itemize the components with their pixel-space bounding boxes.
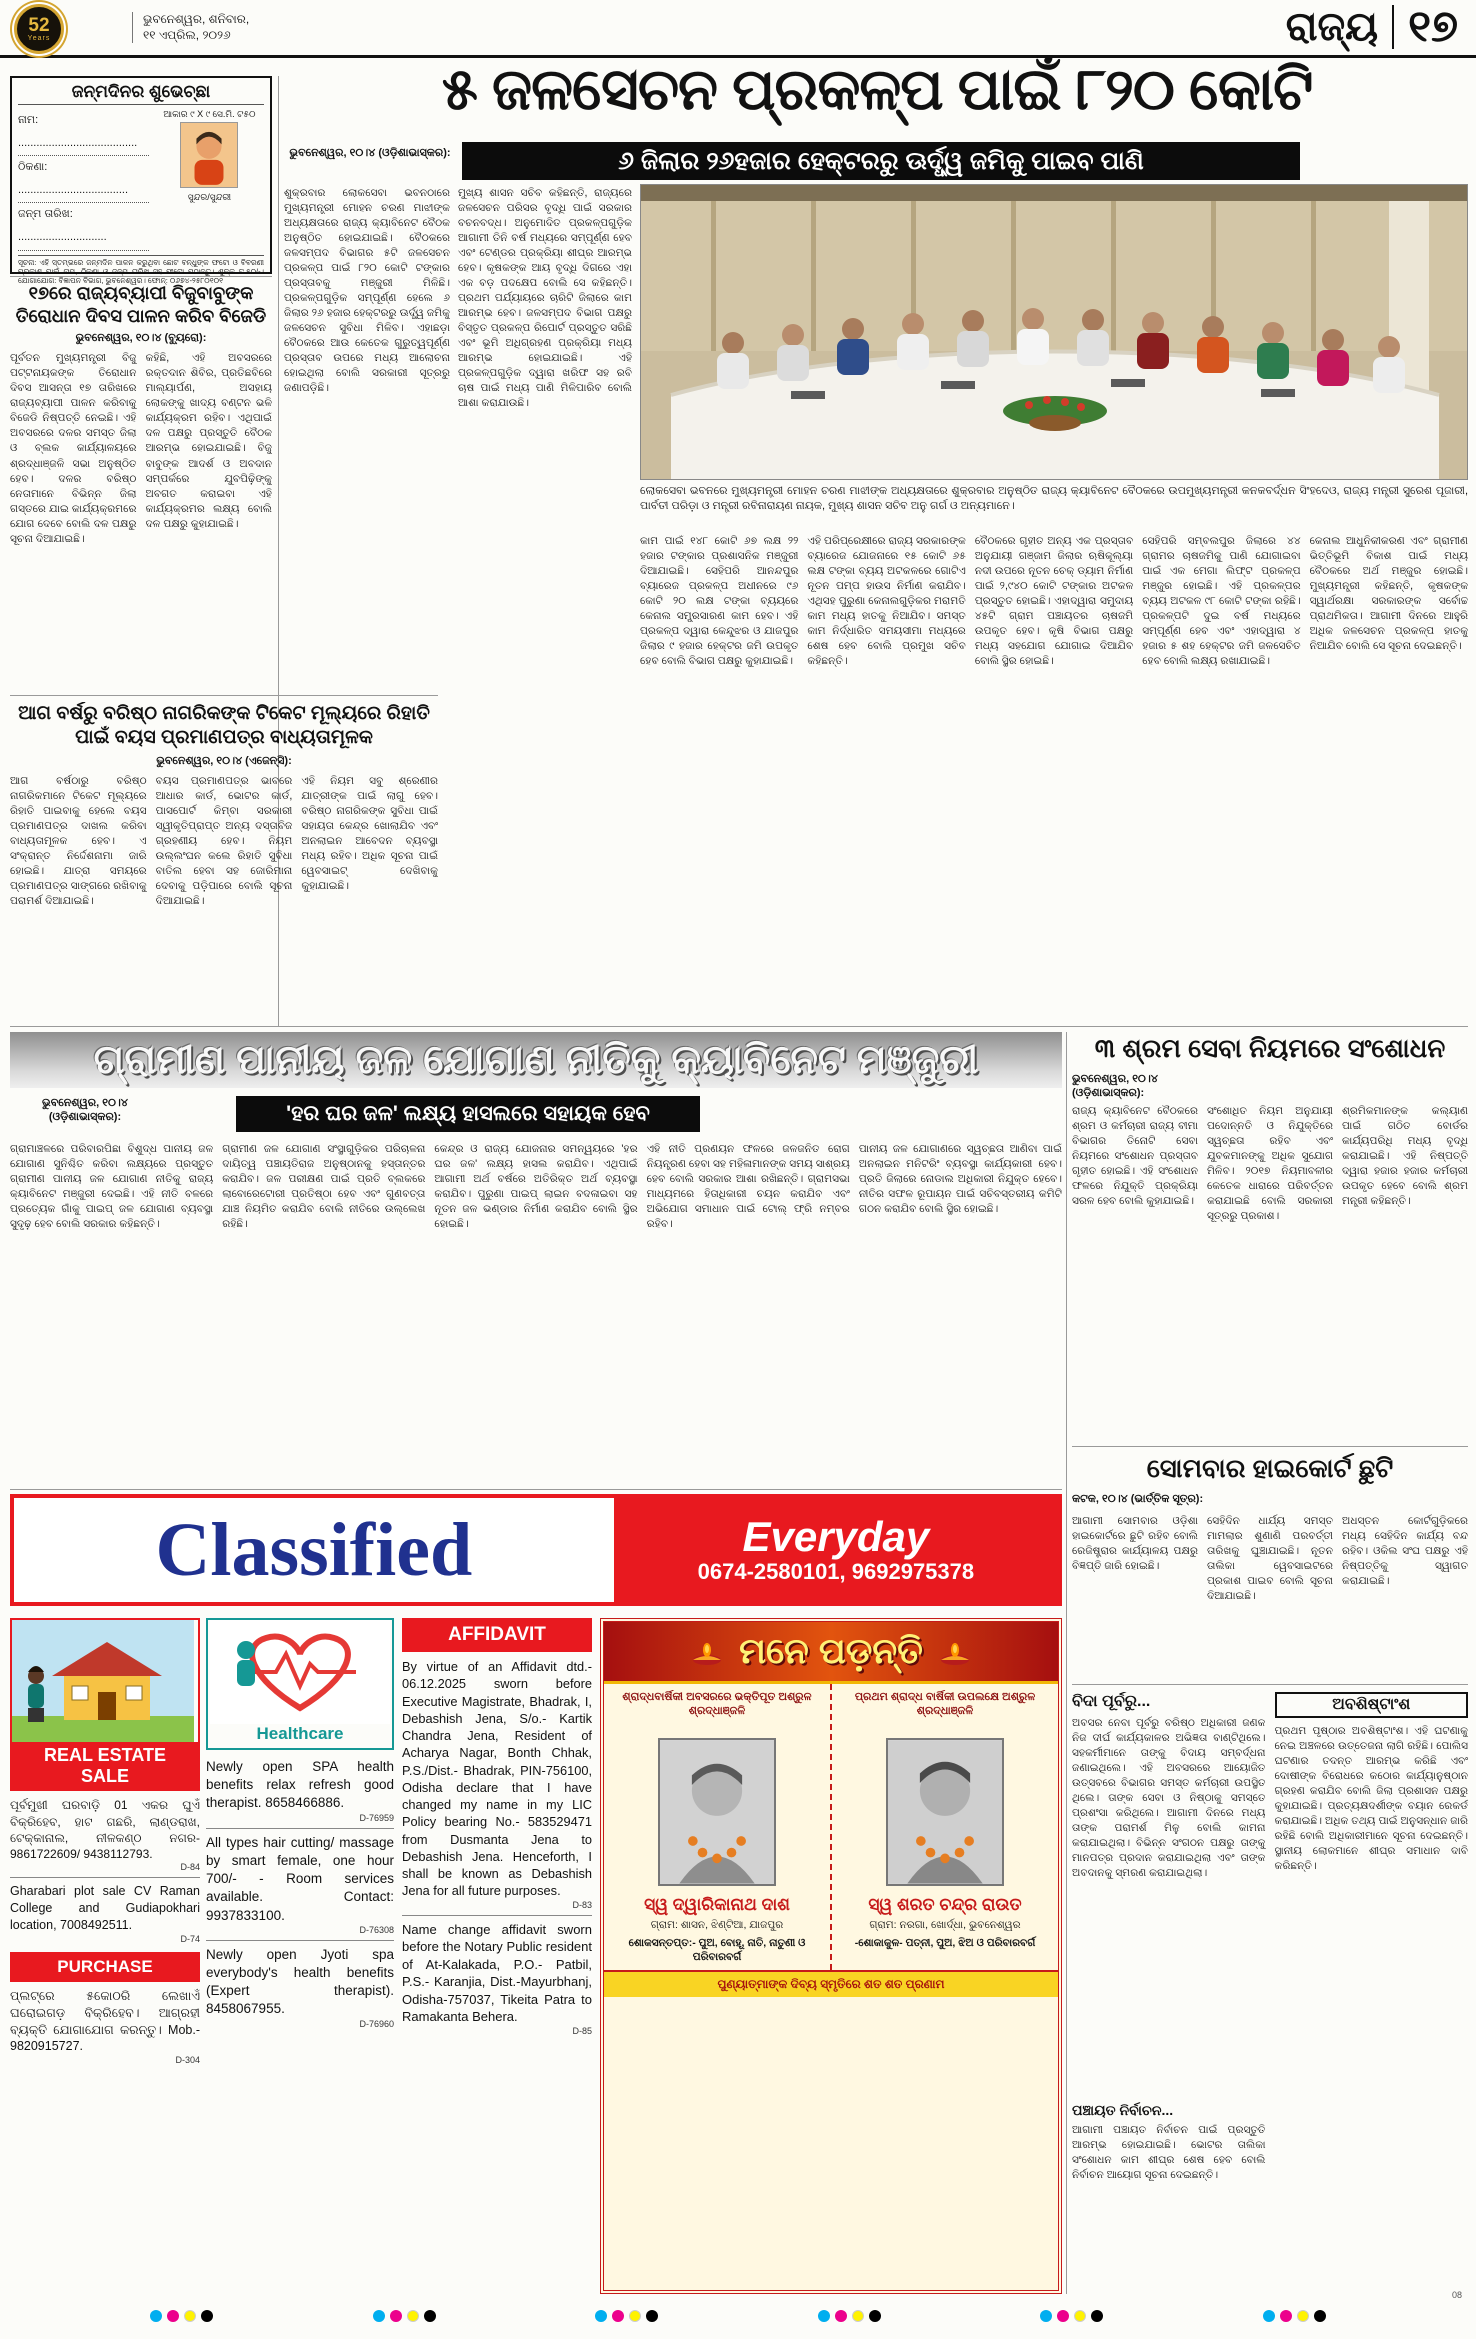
birthday-size-note: ଆକାର ୯ X ୯ ସେ.ମି. ଟ୫୦ xyxy=(163,109,256,119)
senior-dateline: ଭୁବନେଶ୍ୱର, ୧୦।୪ (ଏଜେନ୍ସି): xyxy=(156,754,292,767)
namechange-text: Name change affidavit sworn before the Notary Public resident of At-Kalakada, P.O.- Patbil, P.S.- Karanjia, Dist.-Mayurbhanj, Odisha-757037, Tikeita Patra to Ramakanta Behera. xyxy=(402,1921,592,2025)
memorial-left-entry xyxy=(604,1684,832,1970)
birthday-field-address: ଠିକଣା: .................................... xyxy=(18,156,149,203)
birthday-form-fields xyxy=(18,109,149,251)
lead-body-col-4: ଏହି ପରିପ୍ରେକ୍ଷୀରେ ରାଜ୍ୟ ସରକାରଙ୍କ ବ୍ୟାରେଜ ଯୋଜନାରେ ୧୫ କୋଟି ୬୫ ଲକ୍ଷ ଟଙ୍କା ବ୍ୟୟ ଅଟକଳରେ ଗୋଟିଏ ନୂତନ ପମ୍ପ ହାଉସ ନିର୍ମାଣ କରାଯିବ। ଏଥିସହ ପୁରୁଣା କେନାଲଗୁଡ଼ିକର ମରାମତି କାମ ମଧ୍ୟ ହାତକୁ ନିଆଯିବ। ସମସ୍ତ କାମ ନିର୍ଦ୍ଧାରିତ ସମୟସୀମା ମଧ୍ୟରେ ଶେଷ ହେବ ବୋଲି ପ୍ରମୁଖ ସଚିବ କହିଛନ୍ତି। xyxy=(807,535,966,668)
lead-body-col-5: ବୈଠକରେ ଗୃହୀତ ଅନ୍ୟ ଏକ ପ୍ରସ୍ତାବ ଅନୁଯାୟୀ ଗଞ୍ଜାମ ଜିଲାର ଋଷିକୂଲ୍ୟା ନଦୀ ଉପରେ ନୂତନ ଚେକ୍ ଡ୍ୟାମ ନିର୍ମାଣ ପାଇଁ ୨,୯୪୦ କୋଟି ଟଙ୍କାର ଅଟକଳ ପ୍ରସ୍ତୁତ ହୋଇଛି। ଏହାଦ୍ୱାରା ସମୁଦାୟ ୪୫ଟି ଗ୍ରାମ ପଞ୍ଚାୟତର ଚାଷଜମି ଉପକୃତ ହେବ। କୃଷି ବିଭାଗ ପକ୍ଷରୁ ମଧ୍ୟ ସହଯୋଗ ଯୋଗାଇ ଦିଆଯିବ ବୋଲି ସ୍ଥିର ହୋଇଛି। xyxy=(974,535,1134,668)
memorial-right-portrait xyxy=(886,1738,1004,1886)
memorial-left-occasion: ଶ୍ରାଦ୍ଧବାର୍ଷିକୀ ଅବସରରେ ଭକ୍ତିପୂତ ଅଶ୍ରୁଳ ଶ୍ରଦ୍ଧାଞ୍ଜଳି xyxy=(622,1691,812,1718)
rule-above-senior xyxy=(10,695,438,696)
labour-body-col-2: ସଂଶୋଧିତ ନିୟମ ଅନୁଯାୟୀ ପଦୋନ୍ନତି ଓ ନିଯୁକ୍ତିରେ ସ୍ୱଚ୍ଛତା ରହିବ ଏବଂ ଯୁବକମାନଙ୍କୁ ଅଧିକ ସୁଯୋଗ ମିଳିବ। ୨୦୧୭ ନିୟମାବଳୀର କେତେକ ଧାରାରେ ପରିବର୍ତ୍ତନ କରାଯାଇଛି ବୋଲି ସରକାରୀ ସୂତ୍ରରୁ ପ୍ରକାଶ। xyxy=(1207,1105,1333,1223)
memorial-right-details: ଗ୍ରାମ: ନରଗା, ଖୋର୍ଦ୍ଧା, ଭୁବନେଶ୍ୱର xyxy=(869,1919,1021,1931)
classified-phones: 0674-2580101, 9692975378 xyxy=(697,1559,975,1585)
birthday-field-name: ନାମ: ....................................... xyxy=(18,109,149,156)
senior-body-col-2: ବୟସ ପ୍ରମାଣପତ୍ର ଭାବରେ ଆଧାର କାର୍ଡ, ଭୋଟର କାର୍ଡ, ପାସପୋର୍ଟ କିମ୍ବା ସରକାରୀ ସ୍ୱୀକୃତିପ୍ରାପ୍ତ ଅନ୍ୟ ଦସ୍ତାବିଜ ଗ୍ରହଣୀୟ ହେବ। ନିୟମ ଉଲ୍ଲଂଘନ କଲେ ରିହାତି ସୁବିଧା ବାତିଲ ହେବା ସହ ଜୋରିମାନା ଦେବାକୁ ପଡ଼ିପାରେ ବୋଲି ସୂଚନା ଦିଆଯାଇଛି। xyxy=(155,774,293,908)
rule-above-highcourt xyxy=(1072,1446,1468,1447)
ad-separator xyxy=(206,1828,394,1829)
bjd-dateline: ଭୁବନେଶ୍ୱର, ୧୦।୪ (ବ୍ୟୁରୋ): xyxy=(75,332,207,344)
ad-separator xyxy=(10,1877,200,1878)
rule-above-classified xyxy=(10,1489,1062,1490)
lead-dateline: ଭୁବନେଶ୍ୱର, ୧୦।୪ (ଓଡ଼ିଶାଭାସ୍କର): xyxy=(289,147,451,159)
registration-dot-group xyxy=(150,2310,213,2322)
masthead xyxy=(0,0,1476,58)
memorial-right-name: ସ୍ୱ ଶରତ ଚନ୍ଦ୍ର ରାଉତ xyxy=(868,1895,1022,1914)
senior-headline: ଆଗ ବର୍ଷରୁ ବରିଷ୍ଠ ନାଗରିକଙ୍କ ଟିକେଟ ମୂଲ୍ୟରେ ରିହାତି ପାଇଁ ବୟସ ପ୍ରମାଣପତ୍ର ବାଧ୍ୟତାମୂଳକ xyxy=(18,703,430,748)
spa-ad-2: All types hair cutting/ massage by smart female, one hour 700/- - Room services available. Contact: 9937833100. xyxy=(206,1834,394,1923)
highcourt-body-columns xyxy=(1072,1514,1468,1674)
highcourt-body-col-1: ଆଗାମୀ ସୋମବାର ଓଡ଼ିଶା ହାଇକୋର୍ଟରେ ଛୁଟି ରହିବ ବୋଲି ରେଜିଷ୍ଟ୍ରାର କାର୍ଯ୍ୟାଳୟ ପକ୍ଷରୁ ବିଜ୍ଞପ୍ତି ଜାରି ହୋଇଛି। xyxy=(1072,1515,1198,1573)
memorial-right-mourners: -ଶୋକାକୁଳ- ପତ୍ନୀ, ପୁଅ, ଝିଅ ଓ ପରିବାରବର୍ଗ xyxy=(854,1937,1036,1950)
highcourt-body-col-3: ଅଧସ୍ତନ କୋର୍ଟଗୁଡ଼ିକରେ ମଧ୍ୟ ସେହିଦିନ କାର୍ଯ୍ୟ ବନ୍ଦ ରହିବ। ଓକିଲ ସଂଘ ପକ୍ଷରୁ ଏହି ନିଷ୍ପତ୍ତିକୁ ସ୍ୱାଗତ କରାଯାଇଛି। xyxy=(1342,1515,1468,1588)
spa-ad-1-id: D-76959 xyxy=(359,1812,394,1823)
memorial-right-occasion: ପ୍ରଥମ ଶ୍ରାଦ୍ଧ ବାର୍ଷିକୀ ଉପଲକ୍ଷେ ଅଶ୍ରୁଳ ଶ୍ରଦ୍ଧାଞ୍ଜଳି xyxy=(854,1691,1036,1718)
cabinet-headline-strip xyxy=(10,1032,1062,1088)
memorial-footer: ପୁଣ୍ୟାତ୍ମାଙ୍କ ଦିବ୍ୟ ସ୍ମୃତିରେ ଶତ ଶତ ପ୍ରଣାମ xyxy=(604,1970,1058,1997)
masthead-section xyxy=(1286,2,1458,52)
lead-body-col-3: କାମ ପାଇଁ ୧୪୮ କୋଟି ୬୭ ଲକ୍ଷ ୨୨ ହଜାର ଟଙ୍କାର ପ୍ରଶାସନିକ ମଞ୍ଜୁରୀ ଦିଆଯାଇଛି। ସେହିପରି ଆନନ୍ଦପୁର ବ୍ୟାରେଜ ପ୍ରକଳ୍ପ ଅଧୀନରେ ୯୬ କୋଟି ୨୦ ଲକ୍ଷ ଟଙ୍କା ବ୍ୟୟରେ କେନାଲ ସମ୍ପ୍ରସାରଣ କାମ ହେବ। ଏହି ପ୍ରକଳ୍ପ ଦ୍ୱାରା କେନ୍ଦୁଝର ଓ ଯାଜପୁର ଜିଲାର ୯ ହଜାର ହେକ୍ଟର ଜମି ଉପକୃତ ହେବ ବୋଲି ବିଭାଗ ପକ୍ଷରୁ କୁହାଯାଇଛି। xyxy=(640,535,799,668)
labour-body-col-3: ଶ୍ରମିକମାନଙ୍କ କଲ୍ୟାଣ ପାଇଁ ଗଠିତ ବୋର୍ଡର କାର୍ଯ୍ୟପରିଧି ମଧ୍ୟ ବୃଦ୍ଧି କରାଯାଇଛି। ଏହି ନିଷ୍ପତ୍ତି ଦ୍ୱାରା ହଜାର ହଜାର କର୍ମଚାରୀ ଉପକୃତ ହେବେ ବୋଲି ଶ୍ରମ ମନ୍ତ୍ରୀ କହିଛନ୍ତି। xyxy=(1342,1105,1468,1208)
memorial-left-name: ସ୍ୱ ଦ୍ୱାରିକାନାଥ ଦାଶ xyxy=(644,1895,790,1914)
labour-body-columns xyxy=(1072,1104,1468,1434)
bjd-body-col-2: କହିଛି, ଏହି ଅବସରରେ ରକ୍ତଦାନ ଶିବିର, ପ୍ରତିଛବିରେ ମାଲ୍ୟାର୍ପଣ, ଅସହାୟ ଲୋକଙ୍କୁ ଖାଦ୍ୟ ବଣ୍ଟନ ଭଳି କାର୍ଯ୍ୟକ୍ରମ ରହିବ। ଏଥିପାଇଁ ଦଳ ପକ୍ଷରୁ ପ୍ରସ୍ତୁତି ବୈଠକ ଆରମ୍ଭ ହୋଇଯାଇଛି। ବିଜୁ ବାବୁଙ୍କ ଆଦର୍ଶ ଓ ଅବଦାନ ସମ୍ପର୍କରେ ଯୁବପିଢ଼ିଙ୍କୁ ଅବଗତ କରାଇବା ଏହି କାର୍ଯ୍ୟକ୍ରମର ଲକ୍ଷ୍ୟ ବୋଲି ଦଳ ପକ୍ଷରୁ କୁହାଯାଇଛି। xyxy=(145,352,272,530)
section-title: ରାଜ୍ୟ xyxy=(1285,4,1379,49)
cabinet-subhead-bar: 'ହର ଘର ଜଳ' ଲକ୍ଷ୍ୟ ହାସଲରେ ସହାୟକ ହେବ xyxy=(236,1096,700,1132)
ad-separator xyxy=(402,1915,592,1916)
registration-dot-group xyxy=(818,2310,881,2322)
real-estate-header-line2: SALE xyxy=(80,1765,129,1786)
real-estate-header-line1: REAL ESTATE xyxy=(43,1745,166,1765)
cabinet-meeting-illustration xyxy=(641,185,1468,480)
bjd-body-col-1: ପୂର୍ବତନ ମୁଖ୍ୟମନ୍ତ୍ରୀ ବିଜୁ ପଟ୍ଟନାୟକଙ୍କ ତିରୋଧାନ ଦିବସ ଆସନ୍ତା ୧୭ ତାରିଖରେ ରାଜ୍ୟବ୍ୟାପୀ ପାଳନ କରିବାକୁ ବିଜେଡି ନିଷ୍ପତ୍ତି ନେଇଛି। ଏହି ଅବସରରେ ଦଳର ସମସ୍ତ ଜିଲା ଓ ବ୍ଲକ କାର୍ଯ୍ୟାଳୟରେ ଶ୍ରଦ୍ଧାଞ୍ଜଳି ସଭା ଅନୁଷ୍ଠିତ ହେବ। ଦଳର ବରିଷ୍ଠ ନେତାମାନେ ବିଭିନ୍ନ ଜିଲା ଗସ୍ତରେ ଯାଇ କାର୍ଯ୍ୟକ୍ରମରେ ଯୋଗ ଦେବେ ବୋଲି ଦଳ ପକ୍ଷରୁ ସୂଚନା ଦିଆଯାଇଛି। xyxy=(10,352,137,545)
senior-article xyxy=(10,702,438,1024)
anniversary-logo xyxy=(14,4,64,54)
highcourt-headline: ସୋମବାର ହାଇକୋର୍ଟ ଛୁଟି xyxy=(1146,1453,1394,1483)
masthead-date-line1: ଭୁବନେଶ୍ୱର, ଶନିବାର, xyxy=(143,12,250,26)
birthday-terms: ସୂଚନା: ଏହି ସ୍ତମ୍ଭରେ ଜନ୍ମଦିନ ପାଳନ କରୁଥିବା ଛୋଟ ବନ୍ଧୁଙ୍କ ଫଟୋ ଓ ବିବରଣୀ ପ୍ରକାଶ ପାଇଁ ନାମ, ଠିକଣା ଓ ଜନ୍ମ ତାରିଖ ସହ ଫଟୋ ପଠାନ୍ତୁ। ଶୁଳ୍କ ଟ.୫୦/-। ଯୋଗାଯୋଗ: ବିଜ୍ଞାପନ ବିଭାଗ, ଭୁବନେଶ୍ୱର। ଫୋନ୍: ୦୬୭୪-୨୫୮୦୧୦୧ xyxy=(18,255,264,307)
namechange-id: D-85 xyxy=(572,2026,592,2036)
senior-body-col-1: ଆଗ ବର୍ଷଠାରୁ ବରିଷ୍ଠ ନାଗରିକମାନେ ଟିକେଟ ମୂଲ୍ୟରେ ରିହାତି ପାଇବାକୁ ହେଲେ ବୟସ ପ୍ରମାଣପତ୍ର ଦାଖଲ କରିବା ବାଧ୍ୟତାମୂଳକ ହେବ। ଏ ସଂକ୍ରାନ୍ତ ନିର୍ଦ୍ଦେଶନାମା ଜାରି ହୋଇଛି। ଯାତ୍ରା ସମୟରେ ପ୍ରମାଣପତ୍ର ସାଙ୍ଗରେ ରଖିବାକୁ ପରାମର୍ଶ ଦିଆଯାଇଛି। xyxy=(10,774,147,908)
spa-ad-1: Newly open SPA health benefits relax refresh good therapist. 8658466886. xyxy=(206,1759,394,1811)
real-estate-ad-2: Gharabari plot sale CV Raman College and Gudiapokhari location, 7008492511. xyxy=(10,1884,200,1932)
lead-body-col-2: ମୁଖ୍ୟ ଶାସନ ସଚିବ କହିଛନ୍ତି, ରାଜ୍ୟରେ ଜଳସେଚନ ପରିସର ବୃଦ୍ଧି ପାଇଁ ସରକାର ବଚନବଦ୍ଧ। ଅନୁମୋଦିତ ପ୍ରକଳ୍ପଗୁଡ଼ିକ ଆଗାମୀ ତିନି ବର୍ଷ ମଧ୍ୟରେ ସମ୍ପୂର୍ଣ୍ଣ ହେବ ଏବଂ ଟେଣ୍ଡର ପ୍ରକ୍ରିୟା ଶୀଘ୍ର ଆରମ୍ଭ ହେବ। କୃଷକଙ୍କ ଆୟ ବୃଦ୍ଧି ଦିଗରେ ଏହା ଏକ ବଡ଼ ପଦକ୍ଷେପ ବୋଲି ସେ କହିଛନ୍ତି। ପ୍ରଥମ ପର୍ଯ୍ୟାୟରେ ଚାରିଟି ଜିଲାରେ କାମ ଆରମ୍ଭ ହେବ। ଜଳସମ୍ପଦ ବିଭାଗ ପକ୍ଷରୁ ବିସ୍ତୃତ ପ୍ରକଳ୍ପ ରିପୋର୍ଟ ପ୍ରସ୍ତୁତ ସରିଛି ଏବଂ ଭୂମି ଅଧିଗ୍ରହଣ ପ୍ରକ୍ରିୟା ମଧ୍ୟ ଆରମ୍ଭ ହୋଇଯାଇଛି। ଏହି ପ୍ରକଳ୍ପଗୁଡ଼ିକ ଦ୍ୱାରା ଖରିଫ ସହ ରବି ଚାଷ ପାଇଁ ମଧ୍ୟ ପାଣି ମିଳିପାରିବ ବୋଲି ଆଶା କରାଯାଉଛି। xyxy=(458,187,632,410)
cabinet-body-col-5: ପାନୀୟ ଜଳ ଯୋଗାଣରେ ସ୍ୱଚ୍ଛତା ଆଣିବା ପାଇଁ ଅନଲାଇନ ମନିଟରିଂ ବ୍ୟବସ୍ଥା କାର୍ଯ୍ୟକାରୀ ହେବ। ପ୍ରତି ଜିଲାରେ ନୋଡାଲ ଅଧିକାରୀ ନିଯୁକ୍ତ ହେବେ। ନୀତିର ସଫଳ ରୂପାୟନ ପାଇଁ ସଚିବସ୍ତରୀୟ କମିଟି ଗଠନ କରାଯିବ ବୋଲି ସ୍ଥିର ହୋଇଛି। xyxy=(858,1143,1062,1216)
memorial-right-entry xyxy=(832,1684,1058,1970)
column-rule-right xyxy=(1066,1032,1067,2294)
labour-headline: ୩ ଶ୍ରମ ସେବା ନିୟମରେ ସଂଶୋଧନ xyxy=(1094,1033,1446,1063)
rule-mid-page xyxy=(10,1026,1468,1027)
cabinet-body-columns xyxy=(10,1142,1062,1482)
registration-dot-group xyxy=(373,2310,436,2322)
healthcare-label: Healthcare xyxy=(256,1724,344,1743)
cabinet-meeting-photo xyxy=(640,184,1468,480)
masthead-dateline xyxy=(132,12,249,43)
spa-ad-2-id: D-76308 xyxy=(359,1924,394,1935)
classified-col-health xyxy=(206,1618,394,2294)
classified-banner xyxy=(10,1494,1062,1606)
farewell-remainder-region xyxy=(1072,1692,1468,2292)
memorial-left-mourners: ଶୋକସନ୍ତପ୍ତ:- ପୁଅ, ବୋହୂ, ନାତି, ନାତୁଣୀ ଓ ପରିବାରବର୍ଗ xyxy=(628,1937,806,1963)
classified-brand: Classified xyxy=(155,1507,473,1592)
purchase-header: PURCHASE xyxy=(10,1952,200,1982)
farewell-title: ବିଦା ପୂର୍ବରୁ... xyxy=(1072,1693,1151,1710)
lead-body-col-1: ଶୁକ୍ରବାର ଲୋକସେବା ଭବନଠାରେ ମୁଖ୍ୟମନ୍ତ୍ରୀ ମୋହନ ଚରଣ ମାଝୀଙ୍କ ଅଧ୍ୟକ୍ଷତାରେ ରାଜ୍ୟ କ୍ୟାବିନେଟ ବୈଠକ ଅନୁଷ୍ଠିତ ହୋଇଯାଇଛି। ବୈଠକରେ ଜଳସମ୍ପଦ ବିଭାଗର ୫ଟି ଜଳସେଚନ ପ୍ରକଳ୍ପ ପାଇଁ ୮୨୦ କୋଟି ଟଙ୍କାର ପ୍ରସ୍ତାବକୁ ମଞ୍ଜୁରୀ ମିଳିଛି। ପ୍ରକଳ୍ପଗୁଡ଼ିକ ସମ୍ପୂର୍ଣ୍ଣ ହେଲେ ୬ ଜିଲାର ୨୬ ହଜାର ହେକ୍ଟରରୁ ଊର୍ଦ୍ଧ୍ୱ ଜମିକୁ ଜଳସେଚନ ସୁବିଧା ମିଳିବ। ଏହାଛଡ଼ା ବୈଠକରେ ଆଉ କେତେକ ଗୁରୁତ୍ୱପୂର୍ଣ୍ଣ ପ୍ରସ୍ତାବ ଉପରେ ମଧ୍ୟ ଆଲୋଚନା ହୋଇଥିଲା ବୋଲି ସରକାରୀ ସୂତ୍ରରୁ ଜଣାପଡ଼ିଛି। xyxy=(284,187,450,395)
farewell-body: ଅବସର ନେବା ପୂର୍ବରୁ ବରିଷ୍ଠ ଅଧିକାରୀ ଜଣକ ନିଜ ଦୀର୍ଘ କାର୍ଯ୍ୟକାଳର ଅଭିଜ୍ଞତା ବାଣ୍ଟିଥିଲେ। ସହକର୍ମୀମାନେ ତାଙ୍କୁ ବିଦାୟ ସମ୍ବର୍ଦ୍ଧନା ଜଣାଇଥିଲେ। ଏହି ଅବସରରେ ଆୟୋଜିତ ଉତ୍ସବରେ ବିଭାଗର ସମସ୍ତ କର୍ମଚାରୀ ଉପସ୍ଥିତ ଥିଲେ। ତାଙ୍କ ସେବା ଓ ନିଷ୍ଠାକୁ ସମସ୍ତେ ପ୍ରଶଂସା କରିଥିଲେ। ଆଗାମୀ ଦିନରେ ମଧ୍ୟ ତାଙ୍କ ପରାମର୍ଶ ମିଳୁ ବୋଲି କାମନା କରାଯାଇଥିଲା। ବିଭିନ୍ନ ସଂଗଠନ ପକ୍ଷରୁ ତାଙ୍କୁ ମାନପତ୍ର ପ୍ରଦାନ କରାଯାଇଥିଲା ଏବଂ ତାଙ୍କ ଅବଦାନକୁ ସ୍ମରଣ କରାଯାଇଥିଲା। xyxy=(1072,1717,1266,1880)
rule-above-farewell xyxy=(1072,1684,1468,1685)
birthday-photo-caption: ସୁନ୍ଦର/ସୁନ୍ଦରୀ xyxy=(187,192,232,202)
cabinet-headline: ଗ୍ରାମୀଣ ପାନୀୟ ଜଳ ଯୋଗାଣ ନୀତିକୁ କ୍ୟାବିନେଟ ମଞ୍ଜୁରୀ xyxy=(93,1037,979,1082)
classified-tagline: Everyday xyxy=(742,1512,930,1560)
bjd-headline: ୧୭ରେ ରାଜ୍ୟବ୍ୟାପୀ ବିଜୁବାବୁଙ୍କ ତିରୋଧାନ ଦିବସ ପାଳନ କରିବ ବିଜେଡି xyxy=(15,283,267,326)
print-registration-marks xyxy=(0,2306,1476,2326)
cabinet-body-col-1: ଗ୍ରାମାଞ୍ଚଳରେ ପରିବାରପିଛା ବିଶୁଦ୍ଧ ପାନୀୟ ଜଳ ଯୋଗାଣ ସୁନିଶ୍ଚିତ କରିବା ଲକ୍ଷ୍ୟରେ ପ୍ରସ୍ତୁତ ଗ୍ରାମୀଣ ପାନୀୟ ଜଳ ଯୋଗାଣ ନୀତିକୁ ରାଜ୍ୟ କ୍ୟାବିନେଟ ମଞ୍ଜୁରୀ ଦେଇଛି। ଏହି ନୀତି ବଳରେ ପ୍ରତ୍ୟେକ ଗାଁକୁ ପାଇପ୍ ଜଳ ଯୋଗାଣ ବ୍ୟବସ୍ଥା ସୁଦୃଢ଼ ହେବ ବୋଲି ସରକାର କହିଛନ୍ତି। xyxy=(10,1143,214,1231)
real-estate-illustration xyxy=(12,1620,194,1742)
memorial-ad xyxy=(600,1618,1062,2294)
masthead-date-line2: ୧୧ ଏପ୍ରିଲ, ୨୦୨୬ xyxy=(143,27,231,42)
highcourt-dateline: କଟକ, ୧୦।୪ (ଭାର୍ତ୍ତିକ ସୂତ୍ର): xyxy=(1072,1493,1204,1505)
lead-body-col-6: ସେହିପରି ସମ୍ବଲପୁର ଜିଲାରେ ୪୪ ଗ୍ରାମର ଚାଷଜମିକୁ ପାଣି ଯୋଗାଇବା ପାଇଁ ଏକ ମେଗା ଲିଫ୍ଟ ପ୍ରକଳ୍ପ ମଞ୍ଜୁର ହୋଇଛି। ଏହି ପ୍ରକଳ୍ପର ବ୍ୟୟ ଅଟକଳ ୯୮ କୋଟି ଟଙ୍କା ରହିଛି। ପ୍ରକଳ୍ପଟି ଦୁଇ ବର୍ଷ ମଧ୍ୟରେ ସମ୍ପୂର୍ଣ୍ଣ ହେବ ଏବଂ ଏହାଦ୍ୱାରା ୪ ହଜାର ୫ ଶହ ହେକ୍ଟର ଜମି ଜଳସେଚିତ ହେବ ବୋଲି ଲକ୍ଷ୍ୟ ରଖାଯାଇଛି। xyxy=(1142,535,1301,668)
lead-body-col-7: କେନାଲ ଆଧୁନିକୀକରଣ ଏବଂ ଗ୍ରାମୀଣ ଭିତ୍ତିଭୂମି ବିକାଶ ପାଇଁ ମଧ୍ୟ ବୈଠକରେ ଅର୍ଥ ମଞ୍ଜୁର ହୋଇଛି। ମୁଖ୍ୟମନ୍ତ୍ରୀ କହିଛନ୍ତି, କୃଷକଙ୍କ ସ୍ୱାର୍ଥରକ୍ଷା ସରକାରଙ୍କ ସର୍ବୋଚ୍ଚ ପ୍ରାଥମିକତା। ଆଗାମୀ ଦିନରେ ଆହୁରି ଅଧିକ ଜଳସେଚନ ପ୍ରକଳ୍ପ ହାତକୁ ନିଆଯିବ ବୋଲି ସେ ସୂଚନା ଦେଇଛନ୍ତି। xyxy=(1309,535,1468,653)
lead-subhead-bar: ୬ ଜିଲାର ୨୬ହଜାର ହେକ୍ଟରରୁ ଊର୍ଦ୍ଧ୍ୱ ଜମିକୁ ପାଇବ ପାଣି xyxy=(462,142,1300,180)
memorial-banner xyxy=(604,1622,1058,1684)
ad-separator xyxy=(206,1940,394,1941)
logo-number: 52 xyxy=(28,15,50,36)
real-estate-ad-2-id: D-74 xyxy=(180,1933,200,1944)
panchayat-subtitle: ପଞ୍ଚାୟତ ନିର୍ବାଚନ... xyxy=(1072,2102,1174,2118)
purchase-ad: ପ୍ଲଟ୍‌ରେ ୫କୋଠରି ଲେଖାଏଁ ଘରୋଇଗଡ଼ ବିକ୍ରିହେବ। ଆଗ୍ରହୀ ବ୍ୟକ୍ତି ଯୋଗାଯୋଗ କରନ୍ତୁ। Mob.- 9820915727. xyxy=(10,1988,200,2054)
real-estate-ad-1: ପୂର୍ବମୁଖୀ ଘରବାଡ଼ି 01 ଏକର ଘୁଏଁ ବିକ୍ରିହେବ, ହାଟ ଗଛରି, ଲାଣ୍ଡରାଖ, ଟେକ୍କାନାଲ, ନୀଳକଣ୍ଠ ନଗର- 9861722609/ 9438112793. xyxy=(10,1798,200,1861)
cabinet-body-col-2: ଗ୍ରାମୀଣ ଜଳ ଯୋଗାଣ ସଂସ୍ଥାଗୁଡ଼ିକର ପରିଚାଳନା ଦାୟିତ୍ୱ ପଞ୍ଚାୟତିରାଜ ଅନୁଷ୍ଠାନକୁ ହସ୍ତାନ୍ତର କରାଯିବ। ଜଳ ପରୀକ୍ଷଣ ପାଇଁ ପ୍ରତି ବ୍ଲକରେ ଲାବୋରେଟୋରୀ ପ୍ରତିଷ୍ଠା ହେବ ଏବଂ ଗୁଣବତ୍ତା ଯାଞ୍ଚ ନିୟମିତ କରାଯିବ ବୋଲି ନୀତିରେ ଉଲ୍ଲେଖ ରହିଛି। xyxy=(222,1143,426,1231)
labour-dateline: ଭୁବନେଶ୍ୱର, ୧୦।୪ (ଓଡ଼ିଶାଭାସ୍କର): xyxy=(1072,1073,1158,1100)
classified-col-affidavit xyxy=(402,1618,592,2294)
remainder-title: ଅବଶିଷ୍ଟାଂଶ xyxy=(1275,1692,1469,1718)
real-estate-ad-1-id: D-84 xyxy=(180,1862,200,1873)
spa-ad-3: Newly open Jyoti spa everybody's health benefits (Expert therapist). 8458067955. xyxy=(206,1946,394,2017)
registration-dot-group xyxy=(595,2310,658,2322)
remainder-body: ପ୍ରଥମ ପୃଷ୍ଠାର ଅବଶିଷ୍ଟାଂଶ। ଏହି ଘଟଣାକୁ ନେଇ ଅଞ୍ଚଳରେ ଉତ୍ତେଜନା ଲାଗି ରହିଛି। ପୋଲିସ ଘଟଣାର ତଦନ୍ତ ଆରମ୍ଭ କରିଛି ଏବଂ ଦୋଷୀଙ୍କ ବିରୋଧରେ କଠୋର କାର୍ଯ୍ୟାନୁଷ୍ଠାନ ଗ୍ରହଣ କରାଯିବ ବୋଲି ଜିଲା ପ୍ରଶାସନ ପକ୍ଷରୁ କୁହାଯାଇଛି। ପ୍ରତ୍ୟକ୍ଷଦର୍ଶୀଙ୍କ ବୟାନ ରେକର୍ଡ କରାଯାଇଛି। ଅଧିକ ତଥ୍ୟ ପାଇଁ ଅନୁସନ୍ଧାନ ଜାରି ରହିଛି ବୋଲି ଅଧିକାରୀମାନେ ସୂଚନା ଦେଇଛନ୍ତି। ସ୍ଥାନୀୟ ଲୋକମାନେ ଶୀଘ୍ର ସମାଧାନ ଦାବି କରିଛନ୍ତି। xyxy=(1274,1725,1468,1873)
healthcare-illustration xyxy=(210,1620,390,1724)
affidavit-text: By virtue of an Affidavit dtd.- 06.12.2025 sworn before Executive Magistrate, Bhadrak, I, Debashish Jena, S/o.- Kartik Chandra Jena, Resident of Acharya Nagar, Bonth Chhak, P.S./Dist.- Bhadrak, PIN-756100, Odisha declare that I have changed my name in my LIC Policy bearing No.- 583529471 from Dusmanta Jena to Debashish Jena. Henceforth, I shall be known as Debashish Jena for all future purposes. xyxy=(402,1659,592,1899)
spa-ad-3-id: D-76960 xyxy=(359,2018,394,2029)
highcourt-body-col-2: ସେହିଦିନ ଧାର୍ଯ୍ୟ ସମସ୍ତ ମାମଲାର ଶୁଣାଣି ପରବର୍ତ୍ତୀ ତାରିଖକୁ ଘୁଞ୍ଚାଯାଇଛି। ନୂତନ ତାଲିକା ୱେବସାଇଟରେ ପ୍ରକାଶ ପାଇବ ବୋଲି ସୂଚନା ଦିଆଯାଇଛି। xyxy=(1207,1515,1333,1603)
affidavit-header: AFFIDAVIT xyxy=(402,1618,592,1652)
purchase-ad-id: D-304 xyxy=(175,2055,200,2066)
cabinet-body-col-3: କେନ୍ଦ୍ର ଓ ରାଜ୍ୟ ଯୋଜନାର ସମନ୍ୱୟରେ 'ହର ଘର ଜଳ' ଲକ୍ଷ୍ୟ ହାସଲ କରାଯିବ। ଏଥିପାଇଁ ଆଗାମୀ ଅର୍ଥ ବର୍ଷରେ ଅତିରିକ୍ତ ଅର୍ଥ ବ୍ୟବସ୍ଥା କରାଯିବ। ପୁରୁଣା ପାଇପ୍ ଲାଇନ ବଦଳାଇବା ସହ ନୂତନ ଜଳ ଭଣ୍ଡାର ନିର୍ମାଣ କରାଯିବ ବୋଲି ସ୍ଥିର ହୋଇଛି। xyxy=(434,1143,638,1231)
affidavit-id: D-83 xyxy=(572,1899,592,1910)
senior-body-col-3: ଏହି ନିୟମ ସବୁ ଶ୍ରେଣୀର ଯାତ୍ରୀଙ୍କ ପାଇଁ ଲାଗୁ ହେବ। ବରିଷ୍ଠ ନାଗରିକଙ୍କ ସୁବିଧା ପାଇଁ ସହାୟତା କେନ୍ଦ୍ର ଖୋଲାଯିବ ଏବଂ ଅନଲାଇନ ଆବେଦନ ବ୍ୟବସ୍ଥା ମଧ୍ୟ ରହିବ। ଅଧିକ ସୂଚନା ପାଇଁ ୱେବସାଇଟ୍ ଦେଖିବାକୁ କୁହାଯାଇଛି। xyxy=(301,774,438,893)
cabinet-body-col-4: ଏହି ନୀତି ପ୍ରଣୟନ ଫଳରେ ଜଳଜନିତ ରୋଗ ନିୟନ୍ତ୍ରଣ ହେବା ସହ ମହିଳାମାନଙ୍କ ସମୟ ସାଶ୍ରୟ ହେବ ବୋଲି ସରକାର ଆଶା ରଖିଛନ୍ତି। ଗ୍ରାମସଭା ମାଧ୍ୟମରେ ହିତାଧିକାରୀ ଚୟନ କରାଯିବ ଏବଂ ଅଭିଯୋଗ ସମାଧାନ ପାଇଁ ଟୋଲ୍ ଫ୍ରି ନମ୍ବର ରହିବ। xyxy=(646,1143,850,1231)
birthday-baby-photo xyxy=(180,122,238,188)
registration-dot-group xyxy=(1263,2310,1326,2322)
lead-headline: ୫ ଜଳସେଚନ ପ୍ରକଳ୍ପ ପାଇଁ ୮୨୦ କୋଟି xyxy=(441,57,1313,122)
memorial-title: ମନେ ପଡ଼ନ୍ତି xyxy=(739,1630,923,1671)
diya-lamp-icon xyxy=(937,1638,973,1666)
page-code: 08 xyxy=(1451,2290,1462,2300)
birthday-field-dob: ଜନ୍ମ ତାରିଖ: ............................. xyxy=(18,203,149,250)
memorial-left-details: ଗ୍ରାମ: ଶାସନ, ଝିଣ୍ଟିଆ, ଯାଜପୁର xyxy=(650,1919,784,1931)
panchayat-body: ଆଗାମୀ ପଞ୍ଚାୟତ ନିର୍ବାଚନ ପାଇଁ ପ୍ରସ୍ତୁତି ଆରମ୍ଭ ହୋଇଯାଇଛି। ଭୋଟର ତାଲିକା ସଂଶୋଧନ କାମ ଶୀଘ୍ର ଶେଷ ହେବ ବୋଲି ନିର୍ବାଚନ ଆୟୋଗ ସୂଚନା ଦେଇଛନ୍ତି। xyxy=(1072,2123,1266,2181)
birthday-wishes-box xyxy=(10,76,272,286)
registration-dot-group xyxy=(1040,2310,1103,2322)
classified-col-realestate xyxy=(10,1618,200,2294)
labour-body-col-1: ରାଜ୍ୟ କ୍ୟାବିନେଟ ବୈଠକରେ ଶ୍ରମ ଓ କର୍ମଚାରୀ ରାଜ୍ୟ ବୀମା ବିଭାଗର ତିନୋଟି ସେବା ନିୟମରେ ସଂଶୋଧନ ପ୍ରସ୍ତାବ ଗୃହୀତ ହୋଇଛି। ଏହି ସଂଶୋଧନ ଫଳରେ ନିଯୁକ୍ତି ପ୍ରକ୍ରିୟା ସରଳ ହେବ ବୋଲି କୁହାଯାଇଛି। xyxy=(1072,1105,1198,1208)
lead-body-columns xyxy=(640,534,1468,1022)
page-number: ୧୭ xyxy=(1408,2,1458,51)
birthday-box-title: ଜନ୍ମଦିନର ଶୁଭେଚ୍ଛା xyxy=(18,82,264,105)
lead-photo-caption: ଲୋକସେବା ଭବନରେ ମୁଖ୍ୟମନ୍ତ୍ରୀ ମୋହନ ଚରଣ ମାଝୀଙ୍କ ଅଧ୍ୟକ୍ଷତାରେ ଶୁକ୍ରବାର ଅନୁଷ୍ଠିତ ରାଜ୍ୟ କ୍ୟାବିନେଟ ବୈଠକରେ ଉପମୁଖ୍ୟମନ୍ତ୍ରୀ କନକବର୍ଦ୍ଧନ ସିଂହଦେଓ, ରାଜ୍ୟ ମନ୍ତ୍ରୀ ସୁରେଶ ପୂଜାରୀ, ପାର୍ବତୀ ପରିଡ଼ା ଓ ମନ୍ତ୍ରୀ ରବିନାରାୟଣ ନାୟକ, ମୁଖ୍ୟ ଶାସନ ସଚିବ ଅନୁ ଗର୍ଗ ଓ ଅନ୍ୟମାନେ। xyxy=(640,485,1468,512)
logo-years-label: Years xyxy=(27,35,51,42)
diya-lamp-icon xyxy=(689,1638,725,1666)
section-divider xyxy=(1392,5,1394,49)
bjd-article xyxy=(10,282,272,692)
cabinet-dateline: ଭୁବନେଶ୍ୱର, ୧୦।୪ (ଓଡ଼ିଶାଭାସ୍କର): xyxy=(42,1097,128,1124)
memorial-left-portrait xyxy=(658,1738,776,1886)
